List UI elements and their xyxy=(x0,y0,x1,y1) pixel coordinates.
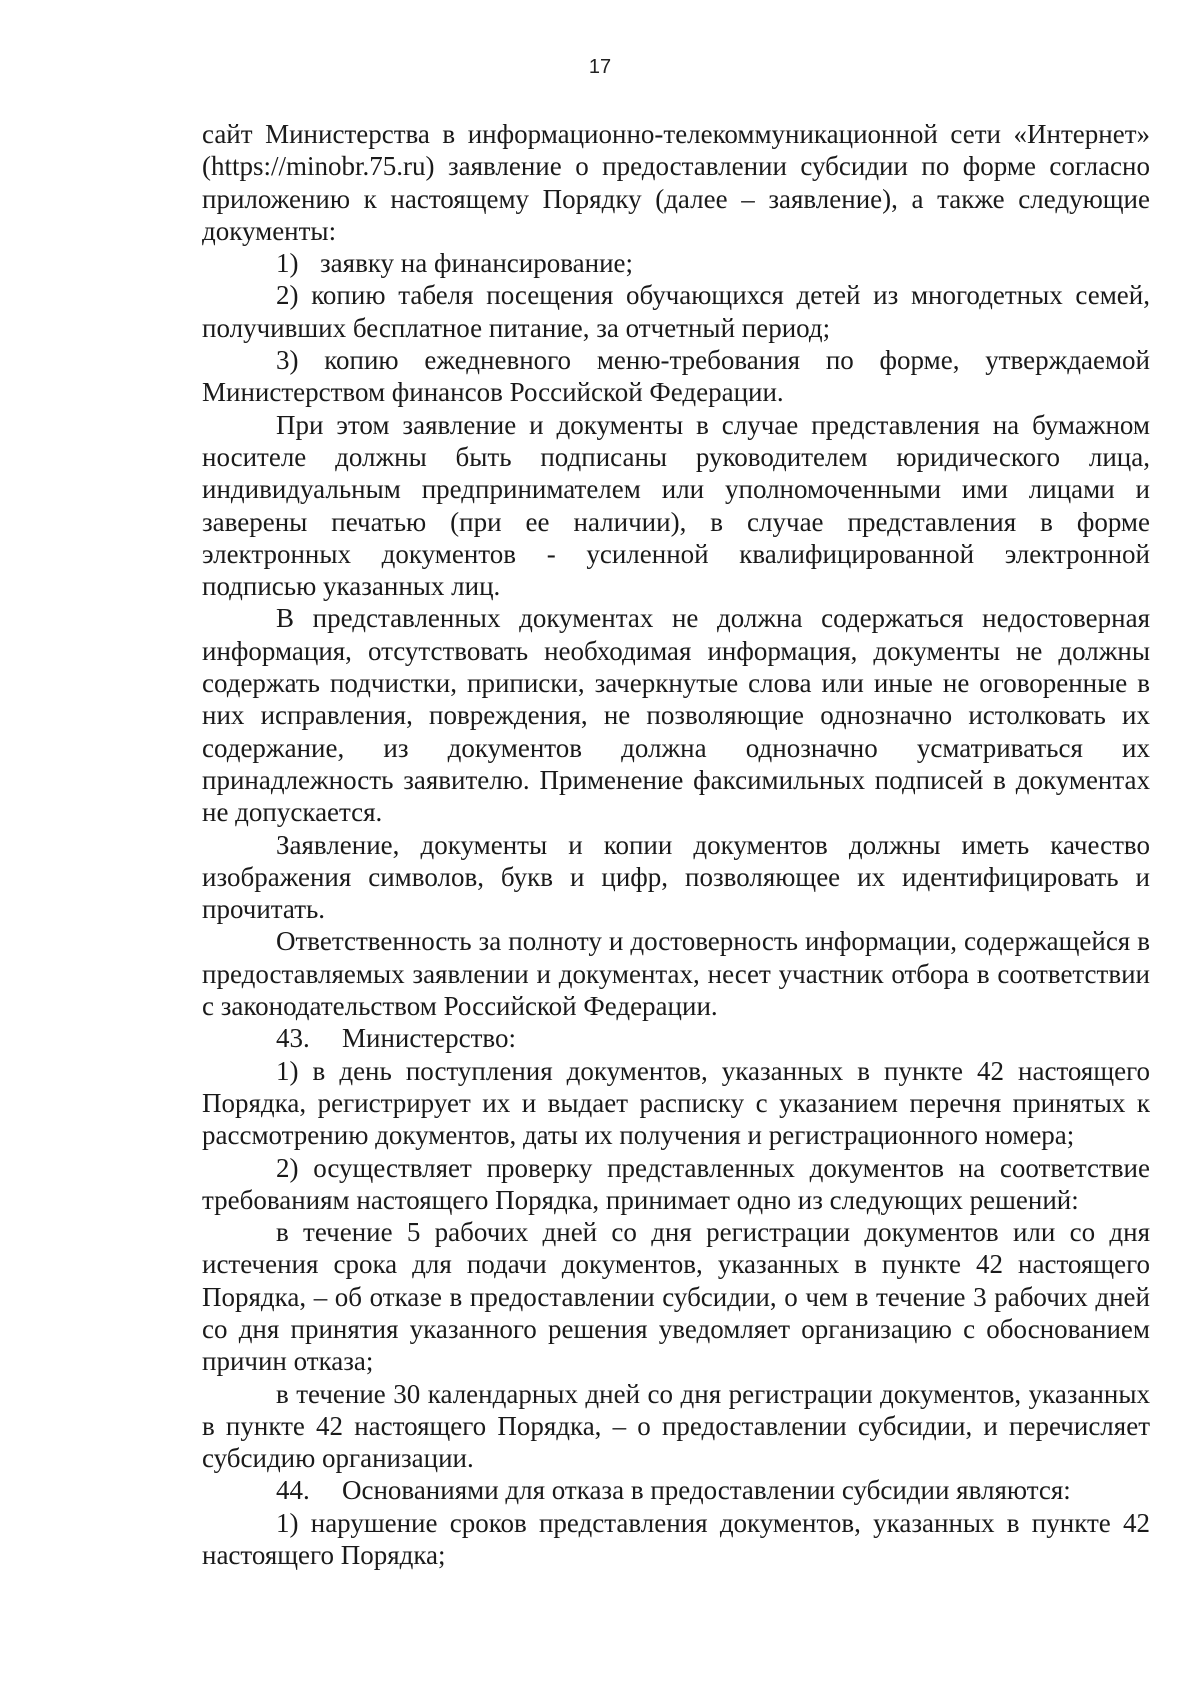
paragraph-responsibility: Ответственность за полноту и достоверность информации, содержащейся в предоставляемых заявлении и документах, несет участник отбора в соответствии с законодательством Российской Федерации. xyxy=(202,926,1150,1022)
paragraph-submission-documents: сайт Министерства в информационно-телекоммуникационной сети «Интернет» (https://minobr.75.ru) заявление о предоставлении субсидии по форме согласно приложению к настоящему Порядку (далее – заявление), а также следующие документы: xyxy=(202,119,1150,246)
list-item-number: 1) xyxy=(276,248,299,279)
list-item-3: 3) копию ежедневного меню-требования по форме, утверждаемой Министерством финансов Российской Федерации. xyxy=(202,345,1150,408)
decision-grant: в течение 30 календарных дней со дня регистрации документов, указанных в пункте 42 настоящего Порядка, – о предоставлении субсидии, и перечисляет субсидию организации. xyxy=(202,1378,1150,1474)
clause-text: Основаниями для отказа в предоставлении субсидии являются: xyxy=(342,1475,1071,1506)
paragraph-signature-requirements: При этом заявление и документы в случае представления на бумажном носителе должны быть подписаны руководителем юридического лица, индивидуальным предпринимателем или уполномоченными ими лицами и заверены печатью (при ее наличии), в случае представления в форме электронных документов - усиленной квалифицированной электронной подписью указанных лиц. xyxy=(202,409,1150,602)
clause-44-item-1: 1) нарушение сроков представления документов, указанных в пункте 42 настоящего Порядка; xyxy=(202,1507,1150,1571)
decision-refusal: в течение 5 рабочих дней со дня регистрации документов или со дня истечения срока для подачи документов, указанных в пункте 42 настоящего Порядка, – об отказе в предоставлении субсидии, о чем в течение 3 рабочих дней со дня принятия указанного решения уведомляет организацию с обоснованием причин отказа; xyxy=(202,1217,1150,1377)
page-number: 17 xyxy=(588,56,612,78)
paragraph-image-quality: Заявление, документы и копии документов должны иметь качество изображения символов, букв и цифр, позволяющее их идентифицировать и прочитать. xyxy=(202,829,1150,925)
clause-43-item-2: 2) осуществляет проверку представленных документов на соответствие требованиям настоящего Порядка, принимает одно из следующих решений: xyxy=(202,1152,1150,1215)
clause-number: 43. xyxy=(276,1023,310,1054)
paragraph-document-integrity: В представленных документах не должна содержаться недостоверная информация, отсутствовать необходимая информация, документы не должны содержать подчистки, приписки, зачеркнутые слова или иные не оговоренные в них исправления, повреждения, не позволяющие однозначно истолковать их содержание, из документов должна однозначно усматриваться их принадлежность заявителю. Применение факсимильных подписей в документах не допускается. xyxy=(202,603,1150,828)
clause-43-item-1: 1) в день поступления документов, указанных в пункте 42 настоящего Порядка, регистрирует их и выдает расписку с указанием перечня принятых к рассмотрению документов, даты их получения и регистрационного номера; xyxy=(202,1055,1150,1151)
document-body xyxy=(202,118,1150,1571)
list-item-text: заявку на финансирование; xyxy=(320,248,634,279)
clause-text: Министерство: xyxy=(342,1023,516,1054)
clause-43-heading xyxy=(202,1022,1150,1054)
clause-number: 44. xyxy=(276,1475,310,1506)
list-item-2: 2) копию табеля посещения обучающихся детей из многодетных семей, получивших бесплатное питание, за отчетный период; xyxy=(202,280,1150,343)
list-item-1 xyxy=(202,247,1150,279)
clause-44-heading xyxy=(202,1474,1150,1506)
